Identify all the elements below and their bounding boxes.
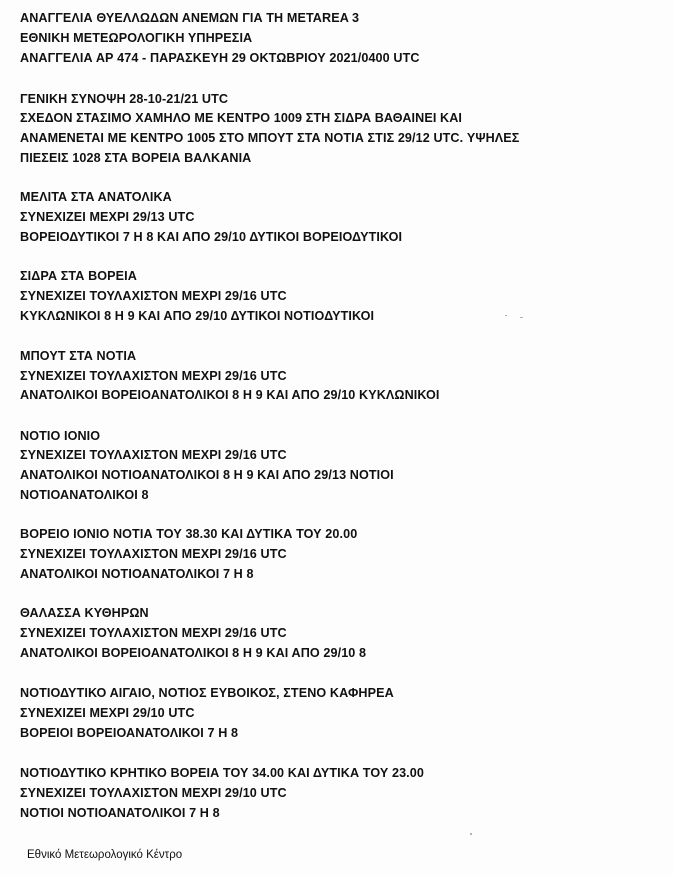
scan-speck	[470, 833, 472, 835]
scan-speck	[505, 315, 507, 316]
area-validity: ΣΥΝΕΧΙΖΕΙ ΜΕΧΡΙ 29/13 UTC	[20, 210, 195, 224]
area-winds: ΑΝΑΤΟΛΙΚΟΙ ΒΟΡΕΙΟΑΝΑΤΟΛΙΚΟΙ 8 Η 9 ΚΑΙ ΑΠΟ 29/10 8	[20, 646, 367, 660]
area-winds: ΝΟΤΙΟΙ ΝΟΤΙΟΑΝΑΤΟΛΙΚΟΙ 7 Η 8	[20, 806, 220, 820]
area-validity: ΣΥΝΕΧΙΖΕΙ ΤΟΥΛΑΧΙΣΤΟΝ ΜΕΧΡΙ 29/16 UTC	[20, 289, 287, 303]
document-title: ΑΝΑΓΓΕΛΙΑ ΘΥΕΛΛΩΔΩΝ ΑΝΕΜΩΝ ΓΙΑ ΤΗ METAREA 3	[20, 11, 360, 25]
area-winds: ΚΥΚΛΩΝΙΚΟΙ 8 Η 9 ΚΑΙ ΑΠΟ 29/10 ΔΥΤΙΚΟΙ ΝΟΤΙΟΔΥΤΙΚΟΙ	[20, 309, 375, 323]
area-winds: ΑΝΑΤΟΛΙΚΟΙ ΒΟΡΕΙΟΑΝΑΤΟΛΙΚΟΙ 8 Η 9 ΚΑΙ ΑΠΟ 29/10 ΚΥΚΛΩΝΙΚΟΙ	[20, 388, 440, 402]
area-name: ΜΕΛΙΤΑ ΣΤΑ ΑΝΑΤΟΛΙΚΑ	[20, 190, 172, 204]
synopsis-line: ΣΧΕΔΟΝ ΣΤΑΣΙΜΟ ΧΑΜΗΛΟ ΜΕ ΚΕΝΤΡΟ 1009 ΣΤΗ ΣΙΔΡΑ ΒΑΘΑΙΝΕΙ ΚΑΙ	[20, 111, 463, 125]
area-validity: ΣΥΝΕΧΙΖΕΙ ΤΟΥΛΑΧΙΣΤΟΝ ΜΕΧΡΙ 29/16 UTC	[20, 448, 287, 462]
synopsis-line: ΠΙΕΣΕΙΣ 1028 ΣΤΑ ΒΟΡΕΙΑ ΒΑΛΚΑΝΙΑ	[20, 151, 252, 165]
area-validity: ΣΥΝΕΧΙΖΕΙ ΤΟΥΛΑΧΙΣΤΟΝ ΜΕΧΡΙ 29/16 UTC	[20, 369, 287, 383]
scan-speck	[520, 317, 523, 318]
area-name: ΜΠΟΥΤ ΣΤΑ ΝΟΤΙΑ	[20, 349, 137, 363]
area-name: ΝΟΤΙΟΔΥΤΙΚΟ ΚΡΗΤΙΚΟ ΒΟΡΕΙΑ ΤΟΥ 34.00 ΚΑΙ ΔΥΤΙΚΑ ΤΟΥ 23.00	[20, 766, 424, 780]
area-winds: ΝΟΤΙΟΑΝΑΤΟΛΙΚΟΙ 8	[20, 488, 149, 502]
area-name: ΘΑΛΑΣΣΑ ΚΥΘΗΡΩΝ	[20, 606, 149, 620]
area-name: ΒΟΡΕΙΟ ΙΟΝΙΟ ΝΟΤΙΑ ΤΟΥ 38.30 ΚΑΙ ΔΥΤΙΚΑ ΤΟΥ 20.00	[20, 527, 358, 541]
area-name: ΣΙΔΡΑ ΣΤΑ ΒΟΡΕΙΑ	[20, 269, 137, 283]
area-name: ΝΟΤΙΟΔΥΤΙΚΟ ΑΙΓΑΙΟ, ΝΟΤΙΟΣ ΕΥΒΟΙΚΟΣ, ΣΤΕΝΟ ΚΑΦΗΡΕΑ	[20, 686, 394, 700]
area-winds: ΑΝΑΤΟΛΙΚΟΙ ΝΟΤΙΟΑΝΑΤΟΛΙΚΟΙ 8 Η 9 ΚΑΙ ΑΠΟ 29/13 ΝΟΤΙΟΙ	[20, 468, 394, 482]
area-winds: ΑΝΑΤΟΛΙΚΟΙ ΝΟΤΙΟΑΝΑΤΟΛΙΚΟΙ 7 Η 8	[20, 567, 254, 581]
area-winds: ΒΟΡΕΙΟΙ ΒΟΡΕΙΟΑΝΑΤΟΛΙΚΟΙ 7 Η 8	[20, 726, 239, 740]
synopsis-line: ΑΝΑΜΕΝΕΤΑΙ ΜΕ ΚΕΝΤΡΟ 1005 ΣΤΟ ΜΠΟΥΤ ΣΤΑ ΝΟΤΙΑ ΣΤΙΣ 29/12 UTC. ΥΨΗΛΕΣ	[20, 131, 520, 145]
synopsis-heading: ΓΕΝΙΚΗ ΣΥΝΟΨΗ 28-10-21/21 UTC	[20, 92, 229, 106]
agency-name: ΕΘΝΙΚΗ ΜΕΤΕΩΡΟΛΟΓΙΚΗ ΥΠΗΡΕΣΙΑ	[20, 31, 253, 45]
area-validity: ΣΥΝΕΧΙΖΕΙ ΤΟΥΛΑΧΙΣΤΟΝ ΜΕΧΡΙ 29/16 UTC	[20, 547, 287, 561]
area-winds: ΒΟΡΕΙΟΔΥΤΙΚΟΙ 7 Η 8 ΚΑΙ ΑΠΟ 29/10 ΔΥΤΙΚΟΙ ΒΟΡΕΙΟΔΥΤΙΚΟΙ	[20, 230, 403, 244]
area-validity: ΣΥΝΕΧΙΖΕΙ ΤΟΥΛΑΧΙΣΤΟΝ ΜΕΧΡΙ 29/16 UTC	[20, 626, 287, 640]
area-name: ΝΟΤΙΟ ΙΟΝΙΟ	[20, 429, 101, 443]
area-validity: ΣΥΝΕΧΙΖΕΙ ΤΟΥΛΑΧΙΣΤΟΝ ΜΕΧΡΙ 29/10 UTC	[20, 786, 287, 800]
footer-signature: Εθνικό Μετεωρολογικό Κέντρο	[27, 849, 183, 861]
area-validity: ΣΥΝΕΧΙΖΕΙ ΜΕΧΡΙ 29/10 UTC	[20, 706, 195, 720]
bulletin-number: ΑΝΑΓΓΕΛΙΑ ΑΡ 474 - ΠΑΡΑΣΚΕΥΗ 29 ΟΚΤΩΒΡΙΟΥ 2021/0400 UTC	[20, 51, 420, 65]
